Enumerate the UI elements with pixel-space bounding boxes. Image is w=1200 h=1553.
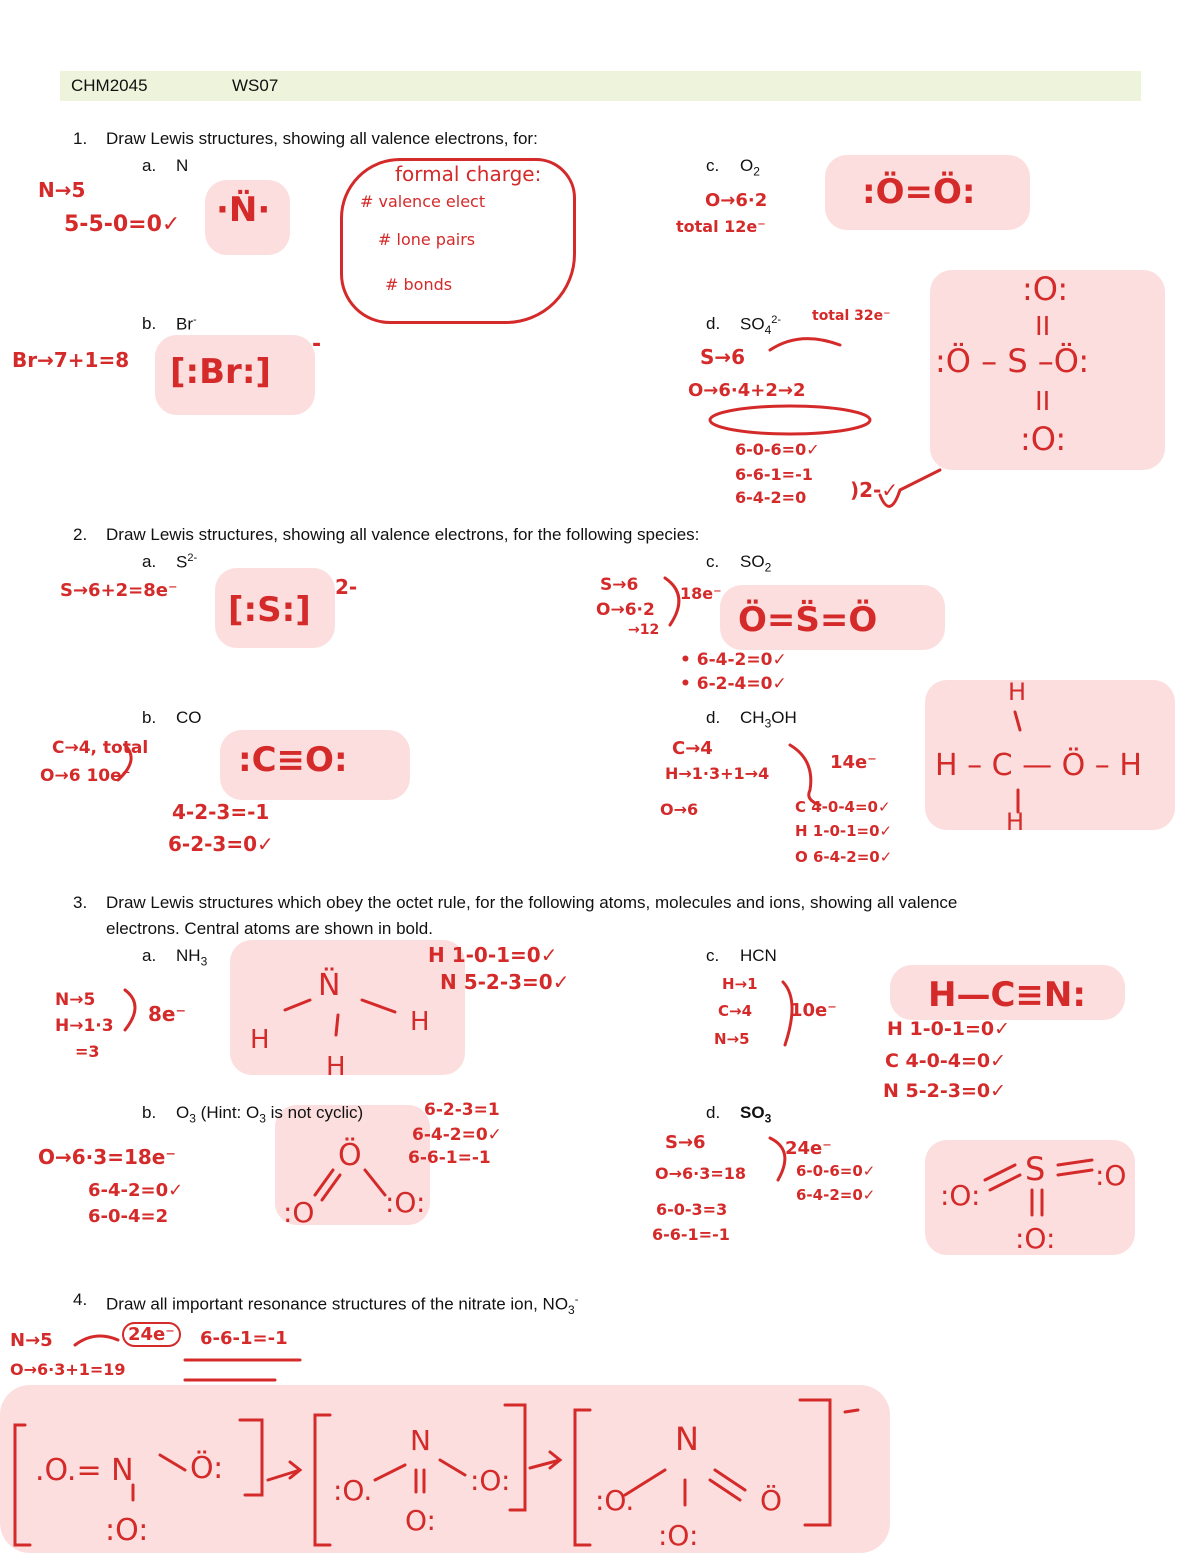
q2d-species: $CH_3OH$ (740, 708, 797, 731)
q2c-note-e: 18e⁻ (680, 584, 722, 603)
q2d-fc-c: C 4-0-4=0✓ (795, 798, 891, 816)
q3c-fc-h: H 1-0-1=0✓ (887, 1018, 1011, 1040)
q4-bracket-arrow (75, 1336, 118, 1345)
svg-text:Ö: Ö (338, 1138, 362, 1173)
q3a-species: $NH_3$ (176, 946, 208, 969)
q3b-fc-4: 6-4-2=0✓ (412, 1125, 502, 1145)
q1a-label: a. (142, 156, 157, 175)
svg-text:.O.= N: .O.= N (35, 1453, 134, 1488)
q1c-note-1: O→6·2 (705, 190, 768, 211)
q1d-note-o: O→6·4+2→2 (688, 380, 806, 401)
svg-text::O.: :O. (595, 1484, 635, 1517)
formal-charge-line-3: # bonds (385, 275, 453, 294)
q2c-structure: Ö=S̈=Ö (738, 600, 878, 640)
svg-text:N̈: N̈ (318, 968, 341, 1003)
q3-number: 3. (73, 893, 88, 912)
q2d-fc-h: H 1-0-1=0✓ (795, 822, 893, 840)
formal-charge-line-2: # lone pairs (378, 230, 476, 249)
q1d-note-total: total 32e⁻ (812, 308, 891, 324)
q3c-structure: H—C≡N: (928, 975, 1086, 1015)
q2b-fc-2: 6-2-3=0✓ (168, 832, 274, 856)
q2d-fc-o: O 6-4-2=0✓ (795, 848, 893, 866)
q2d-methanol-structure (935, 678, 1142, 836)
q3c-label: c. (706, 946, 720, 965)
q3d-note-s: S→6 (665, 1132, 706, 1153)
q4-resonance-1 (15, 1420, 262, 1548)
svg-text::O:: :O: (470, 1464, 511, 1497)
formal-charge-title: formal charge: (395, 162, 542, 186)
svg-text::O.: :O. (333, 1474, 373, 1507)
q2c-bracket (665, 578, 679, 625)
q3a-note-e: 8e⁻ (148, 1002, 187, 1026)
q3b-fc-2: 6-0-4=2 (88, 1206, 169, 1227)
q4-prompt: Draw all important resonance structures of the nitrate ion, $NO_3^-$ (106, 1294, 579, 1318)
q3d-fc-4: 6-6-1=-1 (652, 1225, 730, 1244)
q1d-fc-1: 6-0-6=0✓ (735, 440, 820, 459)
q1d-bracket-arrow (770, 339, 840, 350)
svg-text::O: :O (1095, 1159, 1127, 1192)
q1-prompt: Draw Lewis structures, showing all valence electrons, for: (106, 129, 538, 148)
svg-text::O:: :O: (1020, 420, 1067, 458)
q1c-note-2: total 12e⁻ (676, 217, 766, 236)
q2-number: 2. (73, 525, 88, 544)
q1d-fc-3: 6-4-2=0 (735, 488, 807, 507)
q2b-species: CO (176, 708, 202, 727)
svg-text:II: II (1035, 387, 1051, 417)
q1b-charge: - (312, 332, 322, 357)
q3a-note-n: N→5 (55, 990, 96, 1010)
q1d-total-charge: )2-✓ (850, 478, 899, 502)
q2-prompt: Draw Lewis structures, showing all valence electrons, for the following species: (106, 525, 700, 544)
svg-text:H: H (1008, 678, 1027, 706)
q3d-note-o: O→6·3=18 (655, 1164, 747, 1183)
q3a-fc-n: N 5-2-3=0✓ (440, 970, 570, 994)
svg-text:N: N (410, 1424, 431, 1457)
svg-text::O:: :O: (385, 1186, 426, 1219)
q1a-note-formal: 5-5-0=0✓ (64, 212, 181, 237)
q4-resonance-arrow-2 (530, 1452, 560, 1468)
q2d-note-h: H→1·3+1→4 (665, 764, 770, 783)
q1d-species: $SO_4^{2-}$ (740, 314, 782, 338)
svg-text:S: S (1025, 1150, 1046, 1188)
q3a-ammonia-structure (250, 968, 430, 1082)
q2d-note-total: 14e⁻ (830, 752, 877, 773)
q3d-label: d. (706, 1103, 721, 1122)
svg-text:Ö:: Ö: (190, 1451, 224, 1486)
q3c-note-e: 10e⁻ (790, 1000, 837, 1021)
svg-text::Ö – S –Ö:: :Ö – S –Ö: (935, 342, 1090, 380)
svg-text:H: H (1006, 808, 1025, 836)
q2b-label: b. (142, 708, 157, 727)
q1c-label: c. (706, 156, 720, 175)
q3c-fc-n: N 5-2-3=0✓ (883, 1080, 1007, 1102)
q2c-note-total: →12 (628, 622, 660, 638)
q4-resonance-2 (315, 1405, 525, 1545)
svg-text::O: :O (283, 1196, 315, 1229)
svg-text:H: H (410, 1007, 430, 1037)
q1a-structure: ·N̈· (216, 190, 271, 230)
q4-note-o: O→6·3+1=19 (10, 1360, 126, 1379)
svg-text::O:: :O: (940, 1179, 981, 1212)
formal-charge-line-1: # valence elect (360, 192, 486, 211)
q1-number: 1. (73, 129, 88, 148)
q1b-label: b. (142, 314, 157, 333)
q2a-structure: [:S:] (228, 590, 311, 630)
q3d-fc-2: 6-4-2=0✓ (796, 1186, 876, 1204)
q3c-note-h: H→1 (722, 975, 758, 993)
q2a-note: S→6+2=8e⁻ (60, 580, 178, 601)
q3c-species: HCN (740, 946, 777, 965)
course-code: CHM2045 (71, 76, 148, 95)
q1c-structure: :Ö=Ö: (862, 172, 976, 212)
q1d-note-s: S→6 (700, 345, 746, 369)
q3a-note-total: =3 (75, 1042, 100, 1061)
q2b-fc-1: 4-2-3=-1 (172, 800, 270, 824)
q1d-fc-2: 6-6-1=-1 (735, 465, 813, 484)
svg-text:O:: O: (405, 1504, 436, 1537)
q1d-label: d. (706, 314, 721, 333)
q2d-bracket (790, 745, 820, 805)
q2d-note-o: O→6 (660, 800, 699, 819)
worksheet-id: WS07 (232, 76, 279, 95)
q4-note-total: 24e⁻ (122, 1322, 181, 1347)
q3b-fc-3: 6-2-3=1 (424, 1100, 500, 1120)
svg-text:H: H (250, 1025, 270, 1055)
q3b-fc-5: 6-6-1=-1 (408, 1148, 491, 1168)
svg-text::O:: :O: (658, 1519, 699, 1552)
svg-text:Ö: Ö (760, 1484, 783, 1517)
q3c-note-c: C→4 (718, 1002, 753, 1020)
q3b-species: $O_3$ (Hint: $O_3$ is not cyclic) (176, 1103, 364, 1126)
q2b-note-o: O→6 10e⁻ (40, 766, 131, 786)
q3d-bracket (770, 1138, 785, 1180)
q1d-sulfate-structure (935, 270, 1089, 458)
svg-text:H: H (326, 1052, 346, 1082)
q1d-circle-scratch (710, 406, 870, 434)
q2b-structure: :C≡O: (238, 740, 348, 780)
q3-prompt-line-1: Draw Lewis structures which obey the octet rule, for the following atoms, molecules and ions, showing all valence (106, 893, 958, 912)
q1a-species: N (176, 156, 189, 175)
q3d-species: $SO_3$ (740, 1103, 772, 1126)
q2b-note-c: C→4, total (52, 738, 149, 758)
svg-text:II: II (1035, 312, 1051, 342)
q3b-note-total: O→6·3=18e⁻ (38, 1145, 176, 1169)
q2a-charge: 2- (335, 575, 358, 599)
q3a-label: a. (142, 946, 157, 965)
svg-text:H – C — Ö – H: H – C — Ö – H (935, 748, 1142, 783)
q4-scratch (185, 1360, 300, 1380)
q3a-bracket (125, 990, 135, 1030)
q4-number: 4. (73, 1290, 88, 1309)
q3c-fc-c: C 4-0-4=0✓ (885, 1050, 1007, 1072)
q2a-label: a. (142, 552, 157, 571)
q3-prompt-line-2: electrons. Central atoms are shown in bold. (106, 919, 433, 938)
q2d-label: d. (706, 708, 721, 727)
q3b-label: b. (142, 1103, 157, 1122)
q3a-fc-h: H 1-0-1=0✓ (428, 943, 558, 967)
q2a-species: $S^{2-}$ (176, 552, 198, 572)
q2b-bracket (118, 745, 131, 780)
q1a-note-valence: N→5 (38, 178, 86, 202)
q2c-fc-1: • 6-4-2=0✓ (680, 650, 787, 670)
q3d-fc-1: 6-0-6=0✓ (796, 1162, 876, 1180)
q3c-note-n: N→5 (714, 1030, 750, 1048)
q2c-species: $SO_2$ (740, 552, 772, 575)
q1d-check (880, 470, 940, 506)
q1b-species: Br- (176, 314, 197, 334)
q1b-structure: [:Br:] (170, 352, 271, 392)
q4-note-n: N→5 (10, 1330, 53, 1351)
svg-text::O:: :O: (105, 1513, 149, 1548)
q4-resonance-3 (575, 1400, 858, 1552)
q3d-fc-3: 6-0-3=3 (656, 1200, 728, 1219)
q2c-note-s: S→6 (600, 575, 639, 595)
svg-text:N: N (675, 1420, 699, 1458)
q3c-bracket (783, 982, 792, 1045)
q1b-note: Br→7+1=8 (12, 348, 130, 372)
svg-text::O:: :O: (1022, 270, 1069, 308)
q3b-ozone-structure (283, 1137, 425, 1229)
q3a-note-h: H→1·3 (55, 1016, 114, 1036)
q3d-so3-structure (940, 1150, 1126, 1255)
svg-text::O:: :O: (1015, 1222, 1056, 1255)
q2c-fc-2: • 6-2-4=0✓ (680, 674, 787, 694)
q1c-species: $O_2$ (740, 156, 760, 179)
q4-resonance-arrow-1 (268, 1462, 300, 1480)
q3b-fc-1: 6-4-2=0✓ (88, 1180, 184, 1201)
q3d-note-total: 24e⁻ (785, 1138, 832, 1159)
q4-fc: 6-6-1=-1 (200, 1328, 288, 1349)
q2c-label: c. (706, 552, 720, 571)
q2d-note-c: C→4 (672, 738, 713, 759)
q2c-note-o: O→6·2 (596, 600, 655, 620)
